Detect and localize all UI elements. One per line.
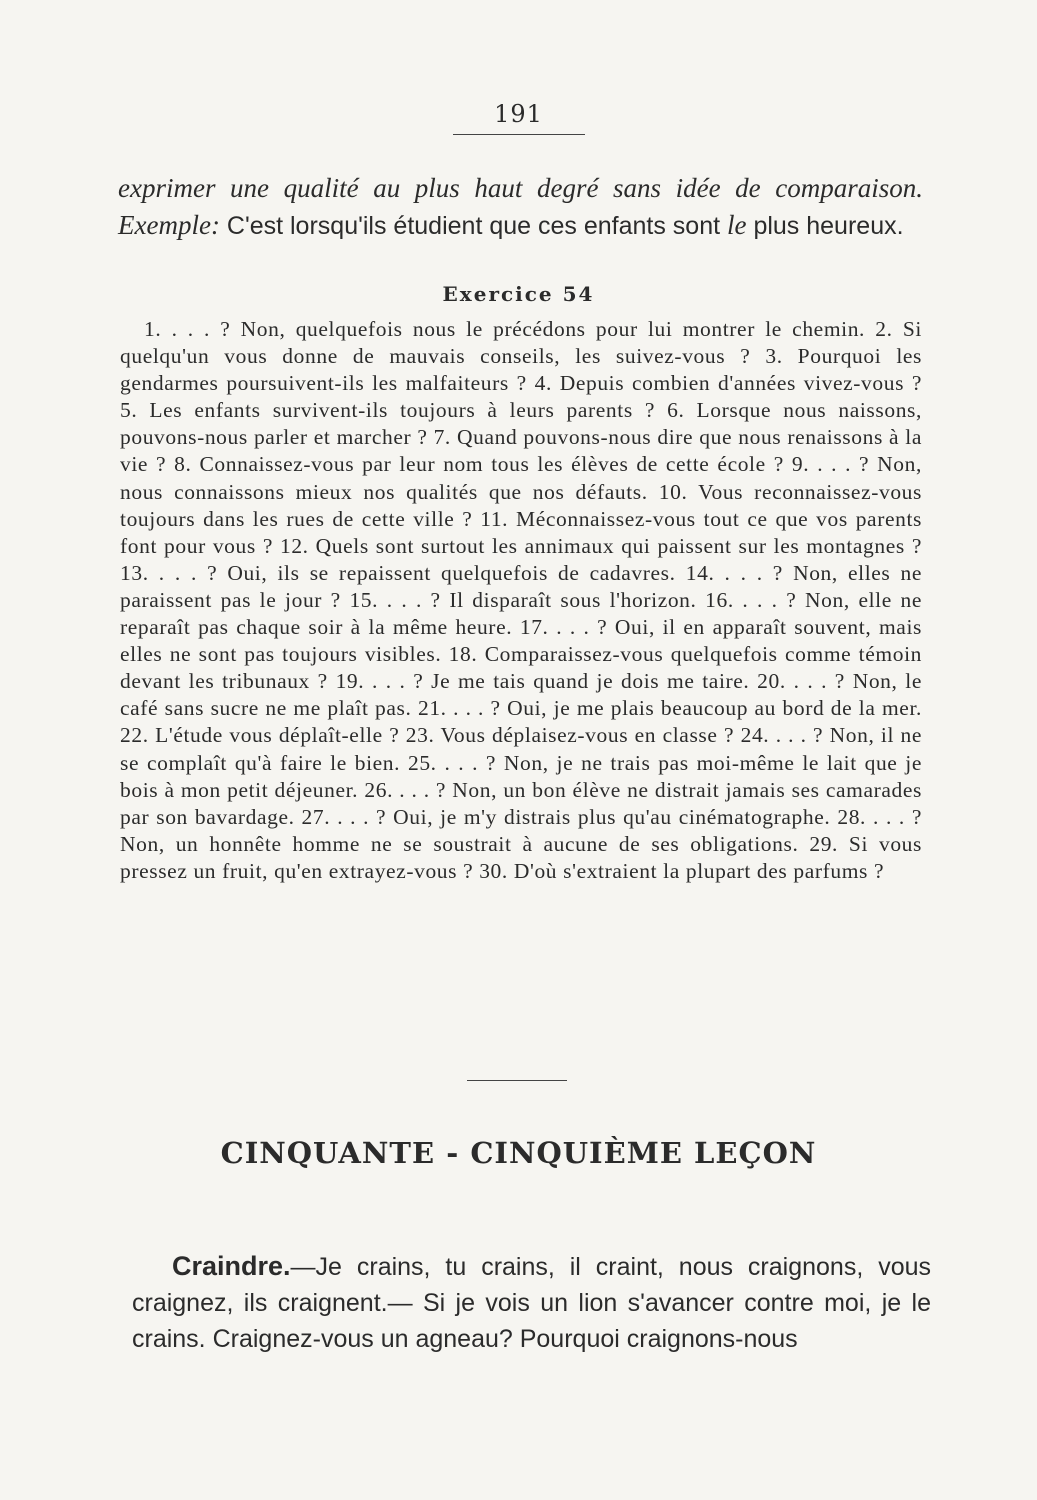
intro-paragraph	[118, 170, 923, 244]
lesson-paragraph	[132, 1248, 931, 1357]
exercise-title: Exercice 54	[442, 282, 595, 306]
section-divider	[467, 1080, 567, 1081]
exercise-text: 1. . . . ? Non, quelquefois nous le précédons pour lui montrer le chemin. 2. Si quelqu'un vous donne de mauvais conseils, les suivez-vous ? 3. Pourquoi les gendarmes poursuivent-ils les malfaiteurs ? 4. Depuis combien d'années vivez-vous ? 5. Les enfants survivent-ils toujours à leurs parents ? 6. Lorsque nous naissons, pouvons-nous parler et marcher ? 7. Quand pouvons-nous dire que nous renaissons à la vie ? 8. Connaissez-vous par leur nom tous les élèves de cette école ? 9. . . . ? Non, nous connaissons mieux nos qualités que nos défauts. 10. Vous reconnaissez-vous toujours dans les rues de cette ville ? 11. Méconnaissez-vous tout ce que vos parents font pour vous ? 12. Quels sont surtout les annimaux qui paissent sur les montagnes ? 13. . . . ? Oui, ils se repaissent quelquefois de cadavres. 14. . . . ? Non, elles ne paraissent pas le jour ? 15. . . . ? Il disparaît sous l'horizon. 16. . . . ? Non, elle ne reparaît pas chaque soir à la même heure. 17. . . . ? Oui, il en apparaît souvent, mais elles ne sont pas toujours visibles. 18. Comparaissez-vous quelquefois comme témoin devant les tribunaux ? 19. . . . ? Je me tais quand je dois me taire. 20. . . . ? Non, le café sans sucre ne me plaît pas. 21. . . . ? Oui, je me plais beaucoup au bord de la mer. 22. L'étude vous déplaît-elle ? 23. Vous déplaisez-vous en classe ? 24. . . . ? Non, il ne se complaît qu'à faire le bien. 25. . . . ? Non, je ne trais pas moi-même le lait que je bois à mon petit déjeuner. 26. . . . ? Non, un bon élève ne distrait jamais ses camarades par son bavardage. 27. . . . ? Oui, je m'y distrais plus qu'au cinématographe. 28. . . . ? Non, un honnête homme ne se soustrait à aucune de ses obligations. 29. Si vous pressez un fruit, qu'en extrayez-vous ? 30. D'où s'extraient la plupart des parfums ?	[120, 317, 922, 883]
header-rule	[453, 134, 585, 135]
page-number: 191	[494, 100, 543, 128]
intro-italic-text: exprimer une qualité au plus haut degré sans idée de comparaison. Exemple:	[118, 173, 923, 240]
intro-end-text: plus heureux.	[746, 212, 904, 240]
lesson-title: CINQUANTE - CINQUIÈME LEÇON	[220, 1136, 817, 1170]
lesson-keyword: Craindre.	[172, 1251, 291, 1281]
intro-example-text: C'est lorsqu'ils étudient que ces enfants sont	[219, 212, 727, 240]
intro-italic-le: le	[727, 210, 747, 240]
lesson-text: —Je crains, tu crains, il craint, nous craignons, vous craignez, ils craignent.— Si je vois un lion s'avancer contre moi, je le crains. Craignez-vous un agneau? Pourquoi craignons-nous	[132, 1253, 931, 1353]
